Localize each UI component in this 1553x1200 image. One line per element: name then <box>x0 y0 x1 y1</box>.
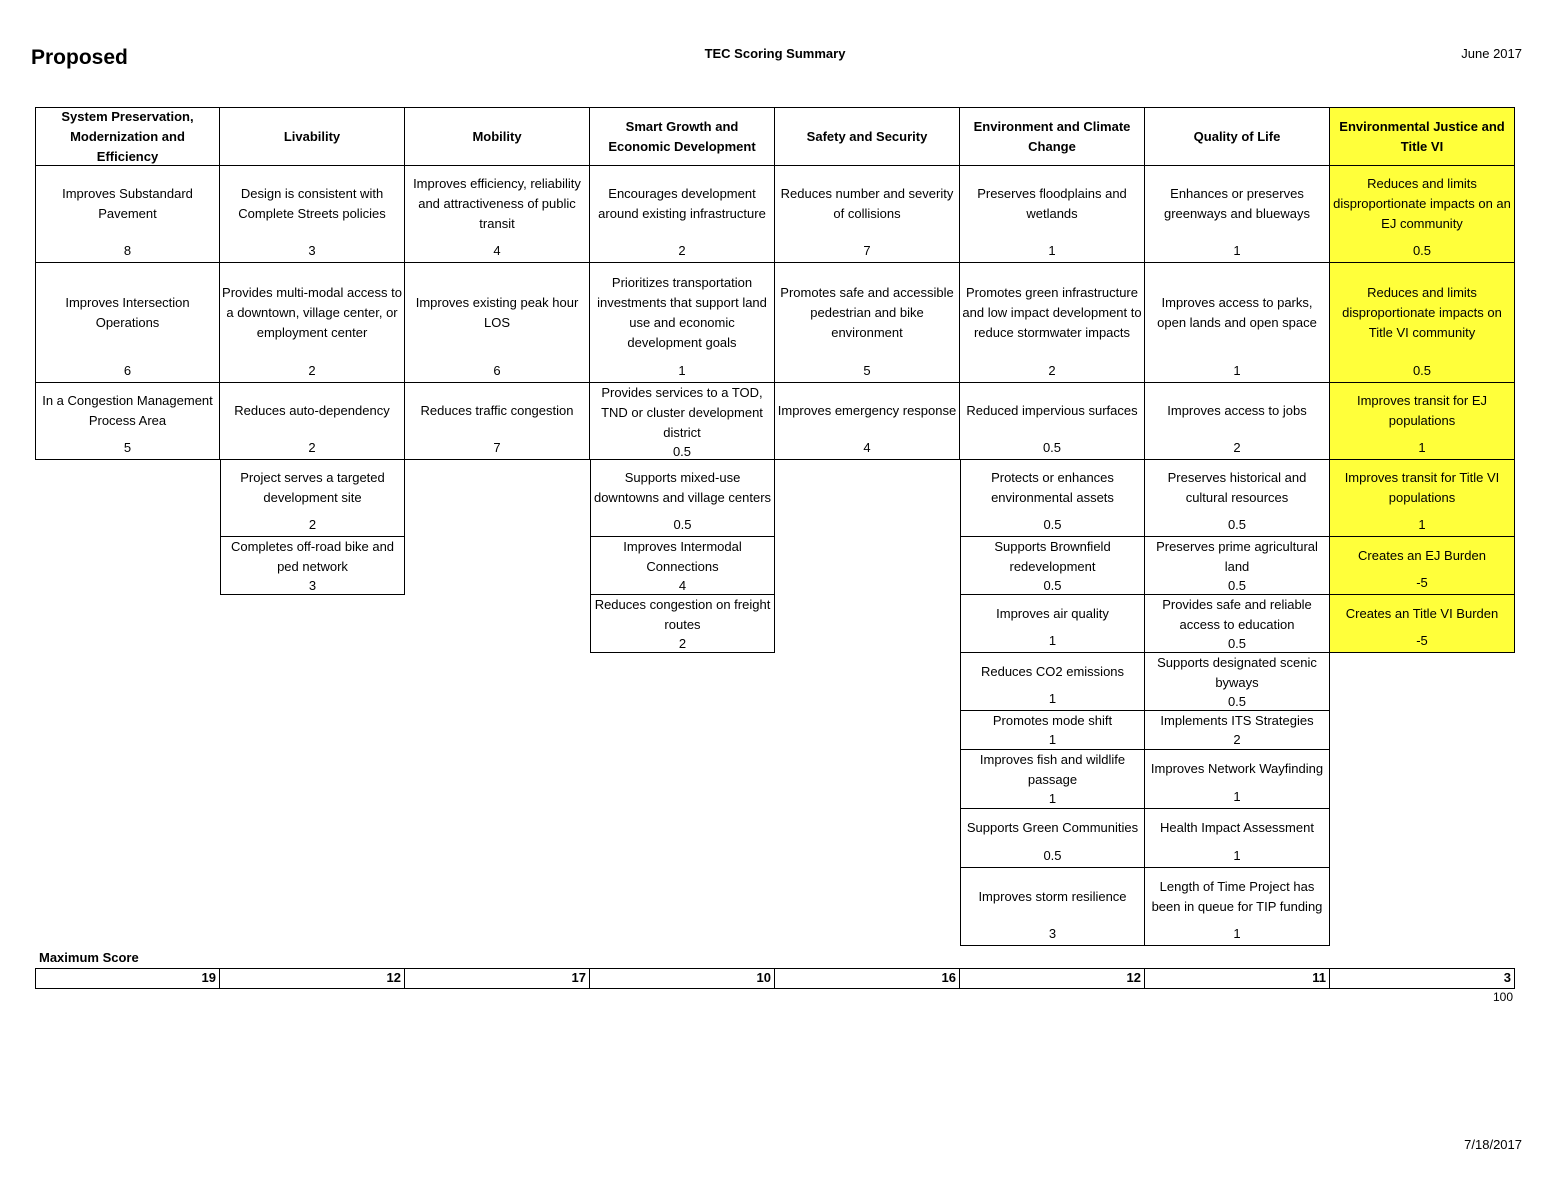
criterion-cell <box>590 166 775 263</box>
criterion-cell <box>1145 460 1330 537</box>
criterion-cell <box>960 537 1145 595</box>
criterion-score: 4 <box>493 243 501 258</box>
criterion-text: Health Impact Assessment <box>1160 820 1314 835</box>
criterion-text: Supports Green Communities <box>966 820 1139 835</box>
column-header: Environmental Justice and Title VI <box>1330 107 1515 166</box>
criterion-score: 1 <box>1233 848 1241 863</box>
criterion-text: Improves Substandard Pavement <box>62 186 193 221</box>
criterion-score: 2 <box>308 517 317 532</box>
criterion-score: 0.5 <box>1227 694 1247 709</box>
criterion-cell <box>220 166 405 263</box>
criterion-cell <box>960 595 1145 653</box>
criterion-score: 2 <box>1233 732 1241 747</box>
criterion-score: 5 <box>123 440 132 455</box>
criterion-score: -5 <box>1416 575 1428 590</box>
criterion-score: 4 <box>863 440 871 455</box>
criterion-cell <box>220 537 405 595</box>
criterion-text: Improves emergency response <box>777 403 957 418</box>
criterion-text: Reduces congestion on freight routes <box>594 597 771 632</box>
criterion-text: Design is consistent with Complete Streets policies <box>238 186 386 221</box>
criterion-cell <box>960 460 1145 537</box>
criterion-cell <box>1145 868 1330 946</box>
criterion-text: Preserves floodplains and wetlands <box>977 186 1127 221</box>
header-title: Proposed <box>31 46 128 69</box>
criterion-score: 0.5 <box>1227 636 1247 651</box>
criterion-text: Encourages development around existing infrastructure <box>598 186 766 221</box>
column-header: Smart Growth and Economic Development <box>590 107 775 166</box>
criterion-text: Improves Intermodal Connections <box>623 539 742 574</box>
criterion-cell <box>960 809 1145 868</box>
max-score-total: 100 <box>1492 990 1513 1004</box>
criterion-score: 2 <box>1233 440 1241 455</box>
criterion-text: Provides safe and reliable access to education <box>1162 597 1312 632</box>
criterion-cell <box>1330 595 1515 653</box>
criterion-cell <box>1145 263 1330 383</box>
criterion-text: Supports designated scenic byways <box>1157 655 1317 690</box>
criterion-text: Improves storm resilience <box>978 888 1127 904</box>
criterion-cell <box>775 166 960 263</box>
criterion-cell <box>1145 537 1330 595</box>
criterion-text: Creates an Title VI Burden <box>1345 605 1499 621</box>
criterion-text: Improves transit for Title VI populations <box>1344 470 1500 505</box>
criterion-text: Project serves a targeted development site <box>240 470 385 505</box>
criterion-cell <box>1330 263 1515 383</box>
footer-print-date: 7/18/2017 <box>1464 1137 1522 1152</box>
criterion-text: Reduces traffic congestion <box>420 403 574 418</box>
criterion-cell <box>1145 383 1330 460</box>
criterion-cell <box>1145 750 1330 809</box>
criterion-score: 1 <box>1233 789 1241 804</box>
criterion-score: 5 <box>863 363 871 378</box>
criterion-text: Improves air quality <box>996 605 1109 621</box>
criterion-score: 2 <box>678 636 687 651</box>
criterion-cell <box>220 263 405 383</box>
column-header: Livability <box>220 107 405 166</box>
criterion-score: 1 <box>678 363 686 378</box>
criterion-text: Creates an EJ Burden <box>1358 547 1486 563</box>
criterion-score: 0.5 <box>1227 578 1247 593</box>
criterion-cell <box>960 653 1145 711</box>
criterion-score: 7 <box>493 440 501 455</box>
criterion-cell <box>1145 166 1330 263</box>
max-score-value: 11 <box>1145 968 1330 989</box>
criterion-score: 0.5 <box>1043 578 1062 593</box>
criterion-cell <box>775 383 960 460</box>
criteria-column <box>220 107 405 595</box>
max-score-value: 16 <box>775 968 960 989</box>
criterion-text: Implements ITS Strategies <box>1160 713 1314 728</box>
column-header: Mobility <box>405 107 590 166</box>
criterion-text: Improves Network Wayfinding <box>1150 761 1324 776</box>
criterion-cell <box>590 460 775 537</box>
criterion-score: 8 <box>123 243 132 258</box>
criterion-score: 3 <box>308 578 317 593</box>
criterion-score: 6 <box>493 363 501 378</box>
criterion-text: Improves efficiency, reliability and attractiveness of public transit <box>413 176 581 231</box>
criterion-score: 1 <box>1048 691 1057 706</box>
criterion-score: 1 <box>1048 732 1057 747</box>
criterion-cell <box>960 868 1145 946</box>
criterion-cell <box>590 263 775 383</box>
criterion-text: Protects or enhances environmental assets <box>991 470 1114 505</box>
criterion-text: Provides services to a TOD, TND or cluster development district <box>601 385 763 440</box>
criterion-text: Supports mixed-use downtowns and village centers <box>593 470 772 505</box>
criterion-cell <box>220 383 405 460</box>
criterion-score: 0.5 <box>1043 517 1062 532</box>
criterion-score: 2 <box>1048 363 1056 378</box>
column-header: Environment and Climate Change <box>960 107 1145 166</box>
max-score-value: 19 <box>35 968 220 989</box>
criterion-cell <box>590 595 775 653</box>
criterion-text: Promotes safe and accessible pedestrian and bike environment <box>780 284 954 340</box>
criteria-column <box>775 107 960 460</box>
criterion-text: Improves fish and wildlife passage <box>979 752 1126 787</box>
criterion-text: Completes off-road bike and ped network <box>230 539 395 574</box>
criterion-score: 2 <box>308 363 316 378</box>
max-score-label: Maximum Score <box>39 950 139 965</box>
criterion-cell <box>35 166 220 263</box>
criterion-text: Prioritizes transportation investments that support land use and economic development goals <box>597 274 767 350</box>
criterion-cell <box>1145 653 1330 711</box>
criterion-text: Reduces auto-dependency <box>234 403 390 418</box>
criterion-text: Reduces and limits disproportionate impacts on an EJ community <box>1333 176 1511 231</box>
criterion-cell <box>960 383 1145 460</box>
criteria-column <box>35 107 220 460</box>
criterion-cell <box>960 750 1145 809</box>
criterion-score: 0.5 <box>672 444 692 459</box>
criterion-cell <box>775 263 960 383</box>
criterion-score: 0.5 <box>1042 440 1062 455</box>
criterion-text: Length of Time Project has been in queue for TIP funding <box>1151 878 1323 914</box>
criteria-column <box>405 107 590 460</box>
column-header: System Preservation, Modernization and Efficiency <box>35 107 220 166</box>
max-score-value: 12 <box>220 968 405 989</box>
criterion-score: 1 <box>1418 440 1426 455</box>
criterion-text: Preserves prime agricultural land <box>1156 539 1318 574</box>
criterion-score: 2 <box>678 243 686 258</box>
criterion-score: 4 <box>678 578 687 593</box>
criterion-score: 0.5 <box>1412 243 1432 258</box>
criterion-score: 3 <box>308 243 316 258</box>
criterion-text: Improves Intersection Operations <box>65 294 190 330</box>
criterion-score: 3 <box>1048 926 1057 941</box>
criterion-score: 1 <box>1048 791 1057 806</box>
criterion-cell <box>960 263 1145 383</box>
criterion-score: 0.5 <box>1043 848 1062 863</box>
criterion-score: 1 <box>1418 517 1426 532</box>
max-score-value: 12 <box>960 968 1145 989</box>
criterion-text: In a Congestion Management Process Area <box>42 393 213 428</box>
criterion-score: 0.5 <box>1412 363 1432 378</box>
column-header: Quality of Life <box>1145 107 1330 166</box>
column-header: Safety and Security <box>775 107 960 166</box>
criterion-cell <box>1330 166 1515 263</box>
criterion-cell <box>220 460 405 537</box>
max-score-value: 10 <box>590 968 775 989</box>
criterion-score: 7 <box>863 243 871 258</box>
criterion-text: Improves access to parks, open lands and open space <box>1157 294 1317 330</box>
header-subtitle: TEC Scoring Summary <box>704 46 846 61</box>
criterion-text: Promotes green infrastructure and low impact development to reduce stormwater impacts <box>962 284 1142 340</box>
max-score-value: 3 <box>1330 968 1515 989</box>
criterion-cell <box>405 166 590 263</box>
criterion-cell <box>590 537 775 595</box>
criterion-score: -5 <box>1416 633 1428 648</box>
criterion-cell <box>960 711 1145 750</box>
criterion-score: 1 <box>1048 243 1056 258</box>
criterion-cell <box>1330 537 1515 595</box>
header-date: June 2017 <box>1461 46 1522 61</box>
criterion-text: Reduces number and severity of collisions <box>780 186 954 221</box>
criterion-cell <box>1145 595 1330 653</box>
max-score-row <box>35 968 1515 989</box>
criterion-score: 1 <box>1233 363 1241 378</box>
criterion-text: Supports Brownfield redevelopment <box>994 539 1111 574</box>
criteria-column <box>590 107 775 653</box>
criterion-cell <box>35 383 220 460</box>
criterion-text: Reduces CO2 emissions <box>980 663 1125 679</box>
criterion-score: 1 <box>1048 633 1057 648</box>
criterion-text: Preserves historical and cultural resources <box>1167 470 1307 505</box>
criterion-text: Improves access to jobs <box>1167 403 1307 418</box>
criterion-text: Reduces and limits disproportionate impacts on Title VI community <box>1342 284 1502 340</box>
criterion-cell <box>405 383 590 460</box>
criterion-text: Enhances or preserves greenways and blueways <box>1164 186 1310 221</box>
criterion-score: 2 <box>308 440 316 455</box>
criterion-cell <box>1145 809 1330 868</box>
criterion-cell <box>1330 383 1515 460</box>
criterion-cell <box>1145 711 1330 750</box>
criterion-text: Improves existing peak hour LOS <box>415 294 579 330</box>
criterion-cell <box>960 166 1145 263</box>
criteria-column <box>1145 107 1330 946</box>
criterion-score: 1 <box>1233 926 1241 941</box>
criteria-column <box>960 107 1145 946</box>
criterion-cell <box>405 263 590 383</box>
criterion-score: 0.5 <box>673 517 692 532</box>
criterion-text: Promotes mode shift <box>992 713 1113 728</box>
criterion-text: Reduced impervious surfaces <box>966 403 1138 418</box>
criterion-text: Improves transit for EJ populations <box>1356 393 1488 428</box>
criterion-score: 1 <box>1233 243 1241 258</box>
criterion-score: 0.5 <box>1227 517 1247 532</box>
max-score-value: 17 <box>405 968 590 989</box>
criterion-score: 6 <box>123 363 132 378</box>
criterion-text: Provides multi-modal access to a downtown, village center, or employment center <box>222 284 402 340</box>
criterion-cell <box>35 263 220 383</box>
criteria-column <box>1330 107 1515 653</box>
criterion-cell <box>1330 460 1515 537</box>
criterion-cell <box>590 383 775 460</box>
